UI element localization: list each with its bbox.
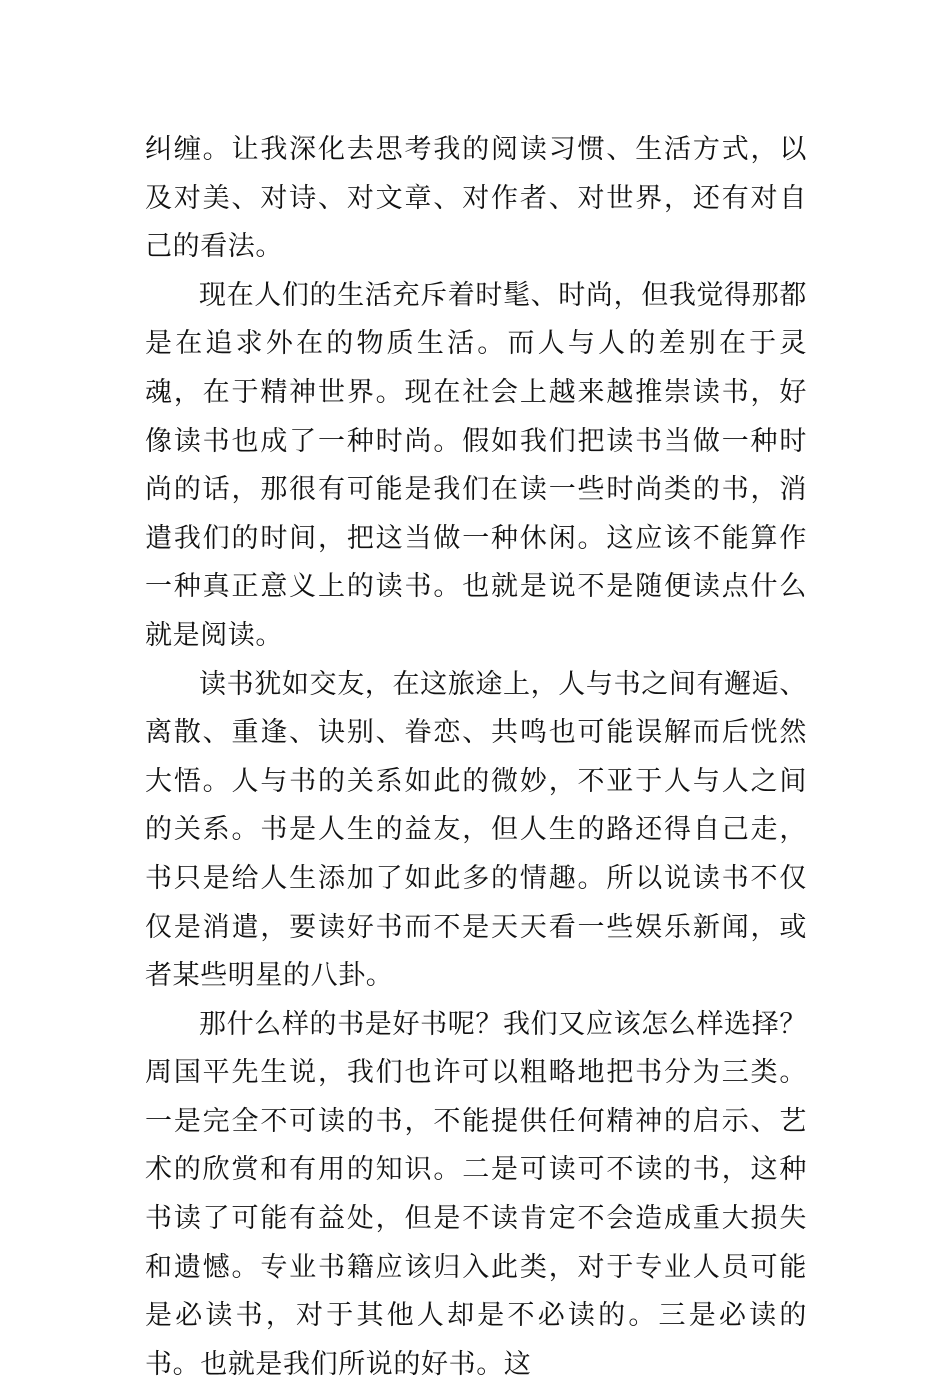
body-text: [145, 126, 807, 1389]
paragraph-4: 那什么样的书是好书呢？我们又应该怎么样选择？周国平先生说，我们也许可以粗略地把书分为三类。一是完全不可读的书，不能提供任何精神的启示、艺术的欣赏和有用的知识。二是可读可不读的书，这种书读了可能有益处，但是不读肯定不会造成重大损失和遗憾。专业书籍应该归入此类，对于专业人员可能是必读书，对于其他人却是不必读的。三是必读的书。也就是我们所说的好书。这: [145, 1008, 807, 1380]
paragraph-1: 纠缠。让我深化去思考我的阅读习惯、生活方式，以及对美、对诗、对文章、对作者、对世界，还有对自己的看法。: [145, 134, 807, 263]
paragraph-3: 读书犹如交友，在这旅途上，人与书之间有邂逅、离散、重逢、诀别、眷恋、共鸣也可能误解而后恍然大悟。人与书的关系如此的微妙，不亚于人与人之间的关系。书是人生的益友，但人生的路还得自己走，书只是给人生添加了如此多的情趣。所以说读书不仅仅是消遣，要读好书而不是天天看一些娱乐新闻，或者某些明星的八卦。: [145, 668, 807, 992]
paragraph-2: 现在人们的生活充斥着时髦、时尚，但我觉得那都是在追求外在的物质生活。而人与人的差别在于灵魂，在于精神世界。现在社会上越来越推崇读书，好像读书也成了一种时尚。假如我们把读书当做一种时尚的话，那很有可能是我们在读一些时尚类的书，消遣我们的时间，把这当做一种休闲。这应该不能算作一种真正意义上的读书。也就是说不是随便读点什么就是阅读。: [145, 279, 807, 651]
